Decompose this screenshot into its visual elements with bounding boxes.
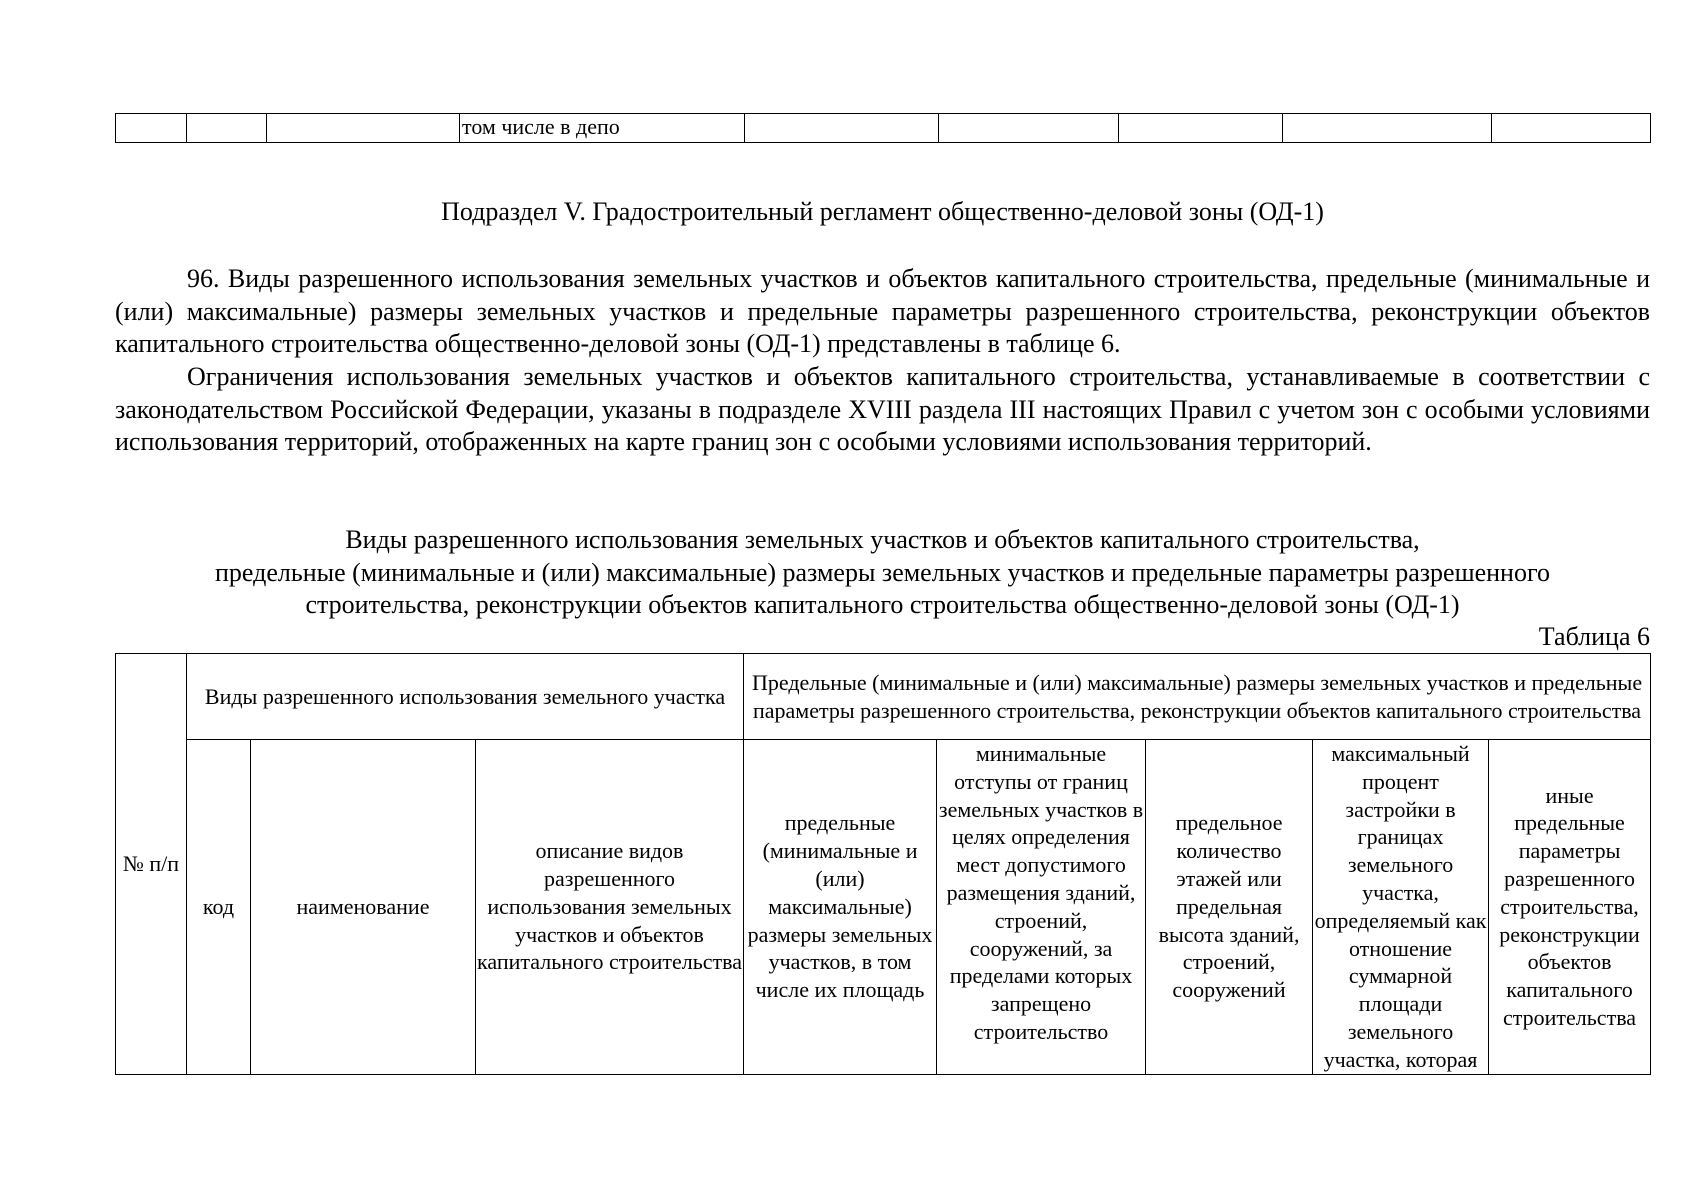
table-cell (187, 114, 267, 143)
table-caption-line: строительства, реконструкции объектов капитального строительства общественно-деловой зоны (ОД-1) (305, 590, 1460, 619)
header-name: наименование (251, 740, 476, 1075)
header-group-permitted-use: Виды разрешенного использования земельного участка (187, 654, 744, 740)
table-cell (939, 114, 1119, 143)
table-cell (116, 114, 187, 143)
header-num: № п/п (116, 654, 187, 1075)
table-cell (745, 114, 939, 143)
continuation-table-row (115, 113, 1651, 143)
table-cell (1119, 114, 1283, 143)
paragraph-restrictions: Ограничения использования земельных участков и объектов капитального строительства, устанавливаемые в соответствии с законодательством Российской Федерации, указаны в подразделе XVIII раздела III настоящих Правил с учетом зон с особыми условиями использования территорий, отображенных на карте границ зон с особыми условиями использования территорий. (115, 362, 1650, 456)
header-floors: предельное количество этажей или предельная высота зданий, строений, сооружений (1146, 740, 1313, 1075)
header-group-parameters: Предельные (минимальные и (или) максимальные) размеры земельных участков и предельные параметры разрешенного строительства, реконструкции объектов капитального строительства (744, 654, 1651, 740)
table-caption-line: Виды разрешенного использования земельных участков и объектов капитального строительства, (345, 525, 1420, 554)
header-plot-size: предельные (минимальные и (или) максимальные) размеры земельных участков, в том числе их площадь (744, 740, 937, 1075)
header-description: описание видов разрешенного использования земельных участков и объектов капитального строительства (476, 740, 744, 1075)
continuation-cell: том числе в депо (460, 114, 745, 143)
table-caption-line: предельные (минимальные и (или) максимальные) размеры земельных участков и предельные параметры разрешенного (214, 557, 1550, 587)
paragraph-96: 96. Виды разрешенного использования земельных участков и объектов капитального строительства, предельные (минимальные и (или) максимальные) размеры земельных участков и предельные параметры разрешенного строительства, реконструкции объектов капитального строительства общественно-деловой зоны (ОД-1) представлены в таблице 6. (115, 264, 1650, 358)
table-caption (115, 524, 1650, 622)
table-cell (1283, 114, 1492, 143)
header-build-percent: максимальный процент застройки в границах земельного участка, определяемый как отношение суммарной площади земельного участка, которая (1313, 740, 1489, 1075)
header-other-params: иные предельные параметры разрешенного строительства, реконструкции объектов капитального строительства (1489, 740, 1651, 1075)
header-min-indent: минимальные отступы от границ земельных участков в целях определения мест допустимого размещения зданий, строений, сооружений, за пределами которых запрещено строительство (937, 740, 1146, 1075)
table-number: Таблица 6 (1538, 622, 1650, 651)
zoning-table (115, 653, 1651, 1075)
header-code: код (187, 740, 251, 1075)
subsection-title: Подраздел V. Градостроительный регламент общественно-деловой зоны (ОД-1) (441, 197, 1324, 226)
table-cell (1492, 114, 1651, 143)
table-cell (267, 114, 460, 143)
